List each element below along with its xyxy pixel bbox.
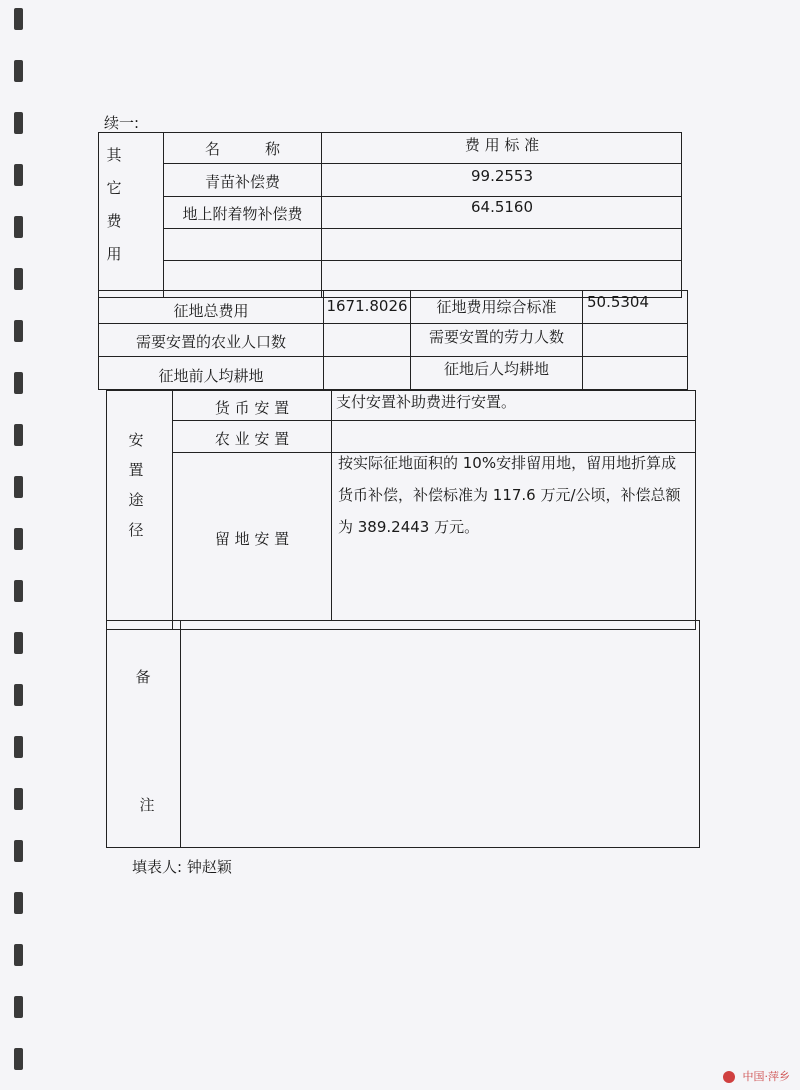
binding-hole [14, 580, 23, 602]
agri-population-value [324, 325, 410, 355]
filler-name: 钟赵颖 [186, 858, 232, 876]
binding-hole [14, 1048, 23, 1070]
binding-hole [14, 424, 23, 446]
side-char: 置 [128, 461, 144, 479]
binding-hole [14, 268, 23, 290]
resettlement-side-label [126, 433, 146, 553]
farmland-before-label: 征地前人均耕地 [158, 366, 264, 385]
filler-field [132, 856, 232, 877]
reserved-land-label: 留 地 安 置 [214, 529, 290, 548]
binding-hole [14, 8, 23, 30]
composite-standard-value: 50.5304 [586, 293, 650, 311]
side-char: 用 [106, 245, 122, 263]
binding-hole [14, 476, 23, 498]
reserved-land-description [338, 447, 694, 543]
watermark [723, 1068, 790, 1084]
binding-hole [14, 788, 23, 810]
binding-hole [14, 996, 23, 1018]
side-char: 它 [106, 179, 122, 197]
description-line: 按实际征地面积的 10%安排留用地，留用地折算成 [338, 454, 677, 472]
farmland-before-value [324, 358, 410, 388]
binding-hole [14, 60, 23, 82]
binding-hole [14, 944, 23, 966]
side-char: 途 [128, 491, 144, 509]
fee-value-attachments: 64.5160 [470, 198, 534, 216]
column-header-name: 名 称 [204, 139, 280, 158]
side-char: 径 [128, 521, 144, 539]
binding-hole [14, 840, 23, 862]
agricultural-resettlement-label: 农 业 安 置 [214, 429, 290, 448]
filler-label: 填表人: [132, 858, 183, 876]
binding-hole [14, 528, 23, 550]
fee-name-attachments: 地上附着物补偿费 [182, 204, 303, 223]
agricultural-resettlement-value [336, 420, 692, 448]
side-char: 其 [106, 146, 122, 164]
binding-hole [14, 684, 23, 706]
monetary-resettlement-label: 货 币 安 置 [214, 398, 290, 417]
total-fee-value: 1671.8026 [326, 297, 408, 315]
binding-hole [14, 164, 23, 186]
fee-value-seedling: 99.2553 [470, 167, 534, 185]
binding-hole [14, 112, 23, 134]
divider [163, 260, 682, 261]
monetary-resettlement-value: 支付安置补助费进行安置。 [336, 392, 517, 411]
farmland-after-value [583, 353, 687, 383]
farmland-after-label: 征地后人均耕地 [443, 359, 549, 378]
side-char: 费 [106, 212, 122, 230]
watermark-text: 中国·萍乡 [742, 1070, 790, 1083]
binding-holes [14, 0, 28, 1090]
binding-hole [14, 372, 23, 394]
divider [163, 228, 682, 229]
binding-hole [14, 892, 23, 914]
remarks-value [190, 640, 690, 664]
binding-hole [14, 320, 23, 342]
labor-count-value [583, 321, 687, 351]
continued-label: 续一: [104, 114, 140, 132]
description-line: 货币补偿，补偿标准为 117.6 万元/公顷，补偿总额 [338, 486, 681, 504]
divider [331, 390, 332, 620]
agri-population-label: 需要安置的农业人口数 [135, 332, 286, 351]
remarks-char-top: 备 [135, 667, 151, 686]
composite-standard-label: 征地费用综合标准 [436, 297, 557, 316]
divider [180, 620, 181, 848]
remarks-char-bottom: 注 [139, 795, 155, 814]
total-fee-label: 征地总费用 [173, 301, 249, 320]
column-header-standard: 费 用 标 准 [464, 135, 540, 154]
binding-hole [14, 736, 23, 758]
side-char: 安 [128, 431, 144, 449]
other-fees-side-label [104, 148, 124, 280]
description-line: 为 389.2443 万元。 [338, 518, 480, 536]
binding-hole [14, 632, 23, 654]
labor-count-label: 需要安置的劳力人数 [428, 327, 564, 346]
seal-icon [723, 1071, 735, 1083]
binding-hole [14, 216, 23, 238]
fee-name-seedling: 青苗补偿费 [204, 172, 280, 191]
